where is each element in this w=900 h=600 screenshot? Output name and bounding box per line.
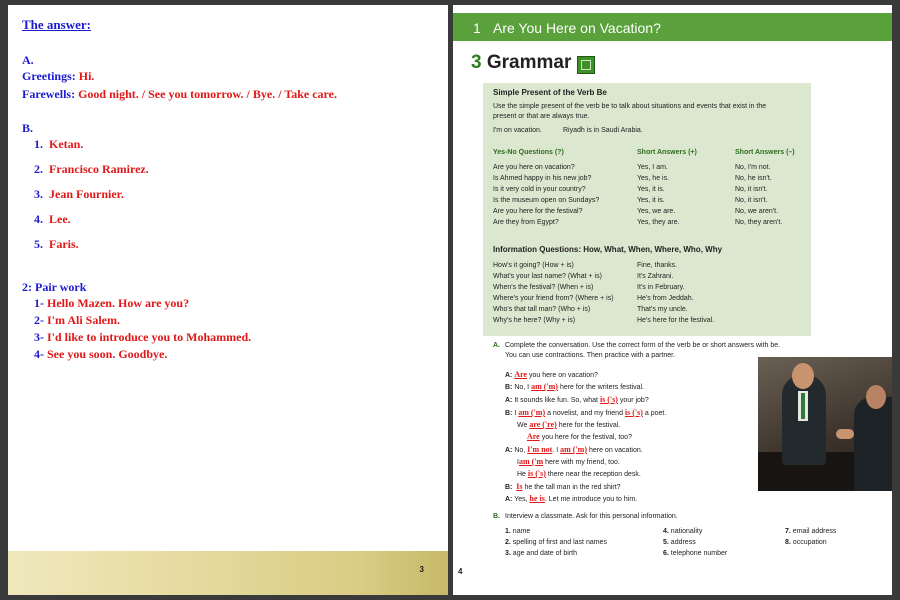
filled-answer: is ('s)	[624, 408, 643, 417]
exercise-a-instruction: You can use contractions. Then practice with a partner.	[505, 352, 676, 359]
grammar-box	[483, 83, 811, 336]
list-item	[34, 347, 167, 362]
list-item	[34, 313, 120, 328]
item-text: age and date of birth	[512, 550, 578, 557]
item-text: Faris.	[49, 237, 79, 251]
item-number: 4-	[34, 347, 44, 361]
question-cell: Where's your friend from? (Where + is)	[493, 295, 614, 302]
dialogue-line	[527, 432, 632, 441]
item-number: 2.	[34, 162, 43, 176]
list-item	[505, 528, 530, 535]
page-number: 4	[458, 567, 463, 576]
answer-cell: Yes, it is.	[637, 197, 665, 204]
photo-handshake	[836, 429, 854, 439]
filled-answer: is ('s)	[599, 395, 618, 404]
line-text: Yes,	[514, 496, 528, 503]
list-item	[34, 212, 71, 227]
item-text: telephone number	[670, 550, 728, 557]
line-text: No, I	[514, 384, 530, 391]
answer-cell: He's from Jeddah.	[637, 295, 694, 302]
right-page	[453, 5, 892, 595]
dialogue-line	[505, 408, 666, 417]
farewells-value: Good night. / See you tomorrow. / Bye. / Take care.	[78, 87, 337, 101]
question-cell: Is Ahmed happy in his new job?	[493, 175, 592, 182]
speaker: A:	[505, 447, 513, 454]
speaker: A:	[505, 496, 513, 503]
answer-cell: No, it isn't.	[735, 197, 768, 204]
line-text: he the tall man in the red shirt?	[524, 484, 621, 491]
line-text: I	[517, 459, 519, 466]
list-item	[34, 296, 189, 311]
greetings-label: Greetings:	[22, 69, 76, 83]
line-text: a poet.	[644, 410, 667, 417]
box-intro: Use the simple present of the verb be to talk about situations and events that exist in the	[493, 103, 767, 110]
list-item	[34, 162, 149, 177]
page-number: 3	[419, 565, 424, 574]
speaker: B:	[505, 484, 513, 491]
answer-cell: Fine, thanks.	[637, 262, 678, 269]
answer-cell: That's my uncle.	[637, 306, 688, 313]
exercise-b-label: B.	[493, 513, 500, 520]
line-text: your job?	[619, 397, 649, 404]
item-number: 2-	[34, 313, 44, 327]
section-name: Grammar	[486, 52, 572, 73]
page-footer-band	[8, 551, 448, 595]
dialogue-line	[505, 382, 644, 391]
line-text: you here for the festival, too?	[541, 434, 632, 441]
column-header: Short Answers (+)	[637, 149, 697, 156]
filled-answer: am ('m	[518, 457, 544, 466]
line-text: there near the reception desk.	[547, 471, 641, 478]
item-text: email address	[792, 528, 837, 535]
item-text: See you soon. Goodbye.	[47, 347, 168, 361]
exercise-b-instruction: Interview a classmate. Ask for this personal information.	[505, 513, 678, 520]
answer-cell: Yes, he is.	[637, 175, 670, 182]
item-number: 5.	[34, 237, 43, 251]
item-text: I'd like to introduce you to Mohammed.	[47, 330, 252, 344]
item-text: address	[670, 539, 696, 546]
unit-title: Are You Here on Vacation?	[493, 20, 661, 36]
line-text: here on vacation.	[588, 447, 643, 454]
item-text: Jean Fournier.	[49, 187, 124, 201]
line-text: here with my friend, too.	[545, 459, 620, 466]
audio-track-icon	[577, 56, 595, 74]
answer-cell: No, he isn't.	[735, 175, 772, 182]
line-text: No,	[514, 447, 526, 454]
list-item	[663, 550, 727, 557]
line-text: . I	[552, 447, 559, 454]
section-number: 3	[471, 52, 482, 73]
section-a-label: A.	[22, 53, 34, 67]
business-people-photo	[758, 357, 892, 491]
exercise-a-instruction: Complete the conversation. Use the correct form of the verb be or short answers with be.	[505, 342, 781, 349]
dialogue-line	[505, 494, 637, 503]
list-item	[785, 539, 827, 546]
speaker: B:	[505, 410, 513, 417]
list-item	[663, 528, 702, 535]
farewells-line	[22, 87, 337, 102]
answer-cell: Yes, I am.	[637, 164, 668, 171]
dialogue-line	[517, 469, 641, 478]
answer-cell: No, it isn't.	[735, 186, 768, 193]
filled-answer: is ('s)	[527, 469, 546, 478]
filled-answer: Are	[514, 370, 528, 379]
line-text: I	[514, 410, 517, 417]
speaker: B:	[505, 384, 513, 391]
farewells-label: Farewells:	[22, 87, 76, 101]
answer-cell: Yes, they are.	[637, 219, 680, 226]
filled-answer: I'm not	[527, 445, 553, 454]
line-text: . Let me introduce you to him.	[544, 496, 638, 503]
question-cell: When's the festival? (When + is)	[493, 284, 594, 291]
answer-cell: It's Zahrani.	[637, 273, 674, 280]
list-item	[34, 187, 124, 202]
list-item	[34, 330, 251, 345]
answer-cell: Yes, it is.	[637, 186, 665, 193]
question-cell: Is it very cold in your country?	[493, 186, 586, 193]
column-header: Yes-No Questions (?)	[493, 149, 564, 156]
answer-cell: It's in February.	[637, 284, 685, 291]
greetings-line	[22, 69, 94, 84]
filled-answer: are ('re)	[529, 420, 557, 429]
line-text: you here on vacation?	[529, 372, 598, 379]
section-title	[471, 52, 571, 74]
item-number: 4.	[663, 528, 669, 535]
answer-cell: No, we aren't.	[735, 208, 778, 215]
list-item	[34, 237, 79, 252]
list-item	[663, 539, 696, 546]
item-number: 8.	[785, 539, 791, 546]
example: I'm on vacation.	[493, 127, 542, 134]
item-number: 2.	[505, 539, 511, 546]
question-cell: Is the museum open on Sundays?	[493, 197, 600, 204]
question-cell: Are they from Egypt?	[493, 219, 559, 226]
list-item	[785, 528, 836, 535]
item-number: 4.	[34, 212, 43, 226]
photo-head	[792, 363, 814, 389]
dialogue-line	[505, 370, 598, 379]
item-number: 5.	[663, 539, 669, 546]
item-number: 3-	[34, 330, 44, 344]
filled-answer: he is	[529, 494, 545, 503]
filled-answer: am ('m)	[560, 445, 588, 454]
greetings-value: Hi.	[78, 69, 95, 83]
filled-answer: am ('m)	[518, 408, 546, 417]
question-cell: Are you here on vacation?	[493, 164, 575, 171]
list-item	[505, 550, 577, 557]
line-text: here for the writers festival.	[559, 384, 644, 391]
line-text: He	[517, 471, 526, 478]
speaker: A:	[505, 397, 513, 404]
answer-cell: No, I'm not.	[735, 164, 771, 171]
question-cell: Are you here for the festival?	[493, 208, 583, 215]
item-text: occupation	[792, 539, 827, 546]
item-text: nationality	[670, 528, 703, 535]
item-number: 1-	[34, 296, 44, 310]
item-number: 6.	[663, 550, 669, 557]
dialogue-line	[517, 420, 620, 429]
filled-answer: am ('m)	[531, 382, 558, 391]
item-number: 1.	[505, 528, 511, 535]
filled-answer: Are	[527, 432, 540, 441]
dialogue-line	[517, 457, 620, 466]
item-text: I'm Ali Salem.	[47, 313, 121, 327]
item-number: 3.	[505, 550, 511, 557]
answer-heading: The answer:	[22, 17, 91, 32]
question-cell: Who's that tall man? (Who + is)	[493, 306, 591, 313]
filled-answer: Is	[516, 482, 523, 491]
line-text: here for the festival.	[558, 422, 621, 429]
column-header: Short Answers (–)	[735, 149, 795, 156]
item-number: 7.	[785, 528, 791, 535]
item-text: Lee.	[49, 212, 71, 226]
speaker: A:	[505, 372, 513, 379]
item-text: Francisco Ramirez.	[49, 162, 149, 176]
line-text: a novelist, and my friend	[547, 410, 623, 417]
left-page	[8, 5, 448, 595]
item-text: spelling of first and last names	[512, 539, 607, 546]
item-number: 1.	[34, 137, 43, 151]
line-text: It sounds like fun. So, what	[514, 397, 599, 404]
list-item	[34, 137, 83, 152]
photo-tie	[801, 393, 805, 419]
dialogue-line	[505, 445, 643, 454]
dialogue-line	[505, 482, 621, 491]
unit-header	[453, 13, 892, 41]
list-item	[505, 539, 607, 546]
answer-cell: Yes, we are.	[637, 208, 676, 215]
answer-cell: No, they aren't.	[735, 219, 783, 226]
question-cell: Why's he here? (Why + is)	[493, 317, 576, 324]
section-b-label: B.	[22, 121, 34, 135]
pair-work-label: 2: Pair work	[22, 280, 87, 294]
unit-number: 1	[473, 20, 481, 36]
photo-head	[866, 385, 886, 409]
item-text: Ketan.	[49, 137, 84, 151]
line-text: We	[517, 422, 528, 429]
box-intro: present or that are always true.	[493, 113, 590, 120]
photo-person	[854, 397, 892, 491]
item-text: Hello Mazen. How are you?	[47, 296, 190, 310]
question-cell: How's it going? (How + is)	[493, 262, 574, 269]
question-cell: What's your last name? (What + is)	[493, 273, 602, 280]
example: Riyadh is in Saudi Arabia.	[563, 127, 643, 134]
item-number: 3.	[34, 187, 43, 201]
dialogue-line	[505, 395, 649, 404]
exercise-a-label: A.	[493, 342, 500, 349]
item-text: name	[512, 528, 531, 535]
info-questions-title: Information Questions: How, What, When, Where, Who, Why	[493, 245, 723, 254]
answer-cell: He's here for the festival.	[637, 317, 715, 324]
box-title: Simple Present of the Verb Be	[493, 88, 607, 97]
